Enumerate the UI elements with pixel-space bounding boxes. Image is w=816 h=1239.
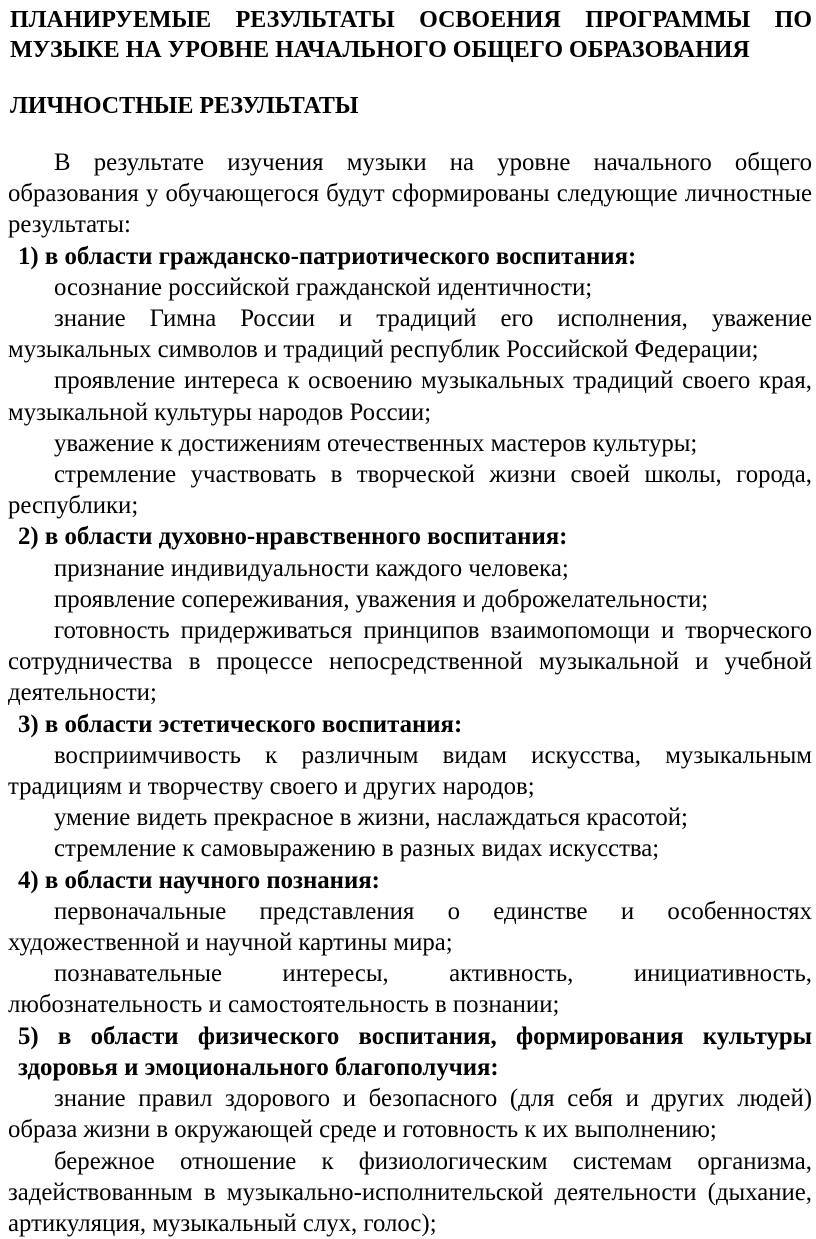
title-line-2: МУЗЫКЕ НА УРОВНЕ НАЧАЛЬНОГО ОБЩЕГО ОБРАЗОВАНИЯ	[10, 36, 812, 66]
list-item: первоначальные представления о единстве и особенностях художественной и научной картины мира;	[8, 896, 812, 958]
section-subtitle: ЛИЧНОСТНЫЕ РЕЗУЛЬТАТЫ	[10, 91, 812, 121]
list-item: знание правил здорового и безопасного (для себя и других людей) образа жизни в окружающей среде и готовность к их выполнению;	[8, 1083, 812, 1145]
list-item: умение видеть прекрасное в жизни, наслаждаться красотой;	[8, 802, 812, 833]
section-5	[8, 1021, 812, 1239]
section-4	[8, 865, 812, 1021]
section-2	[8, 521, 812, 708]
title-line-1: ПЛАНИРУЕМЫЕ РЕЗУЛЬТАТЫ ОСВОЕНИЯ ПРОГРАММЫ ПО	[10, 6, 812, 36]
list-item: проявление интереса к освоению музыкальных традиций своего края, музыкальной культуры народов России;	[8, 365, 812, 427]
section-heading: 4) в области научного познания:	[8, 865, 812, 896]
list-item: признание индивидуальности каждого человека;	[8, 553, 812, 584]
section-heading: 3) в области эстетического воспитания:	[8, 709, 812, 740]
list-item: бережное отношение к физиологическим системам организма, задействованным в музыкально-исполнительской деятельности (дыхание, артикуляция, музыкальный слух, голос);	[8, 1146, 812, 1239]
list-item: готовность придерживаться принципов взаимопомощи и творческого сотрудничества в процессе непосредственной музыкальной и учебной деятельности;	[8, 615, 812, 709]
list-item: знание Гимна России и традиций его исполнения, уважение музыкальных символов и традиций республик Российской Федерации;	[8, 303, 812, 365]
list-item: осознание российской гражданской идентичности;	[8, 272, 812, 303]
sections-list	[8, 241, 812, 1239]
section-heading: 5) в области физического воспитания, формирования культуры здоровья и эмоционального благополучия:	[8, 1021, 812, 1083]
intro-paragraph: В результате изучения музыки на уровне начального общего образования у обучающегося будут сформированы следующие личностные результаты:	[8, 147, 812, 241]
section-heading: 1) в области гражданско-патриотического воспитания:	[8, 241, 812, 272]
list-item: стремление участвовать в творческой жизни своей школы, города, республики;	[8, 459, 812, 521]
list-item: восприимчивость к различным видам искусства, музыкальным традициям и творчеству своего и других народов;	[8, 740, 812, 802]
list-item: проявление сопереживания, уважения и доброжелательности;	[8, 584, 812, 615]
list-item: стремление к самовыражению в разных видах искусства;	[8, 833, 812, 864]
section-heading: 2) в области духовно-нравственного воспитания:	[8, 521, 812, 552]
list-item: познавательные интересы, активность, инициативность, любознательность и самостоятельность в познании;	[8, 958, 812, 1020]
document-title	[8, 6, 812, 65]
section-3	[8, 709, 812, 865]
list-item: уважение к достижениям отечественных мастеров культуры;	[8, 428, 812, 459]
section-1	[8, 241, 812, 522]
